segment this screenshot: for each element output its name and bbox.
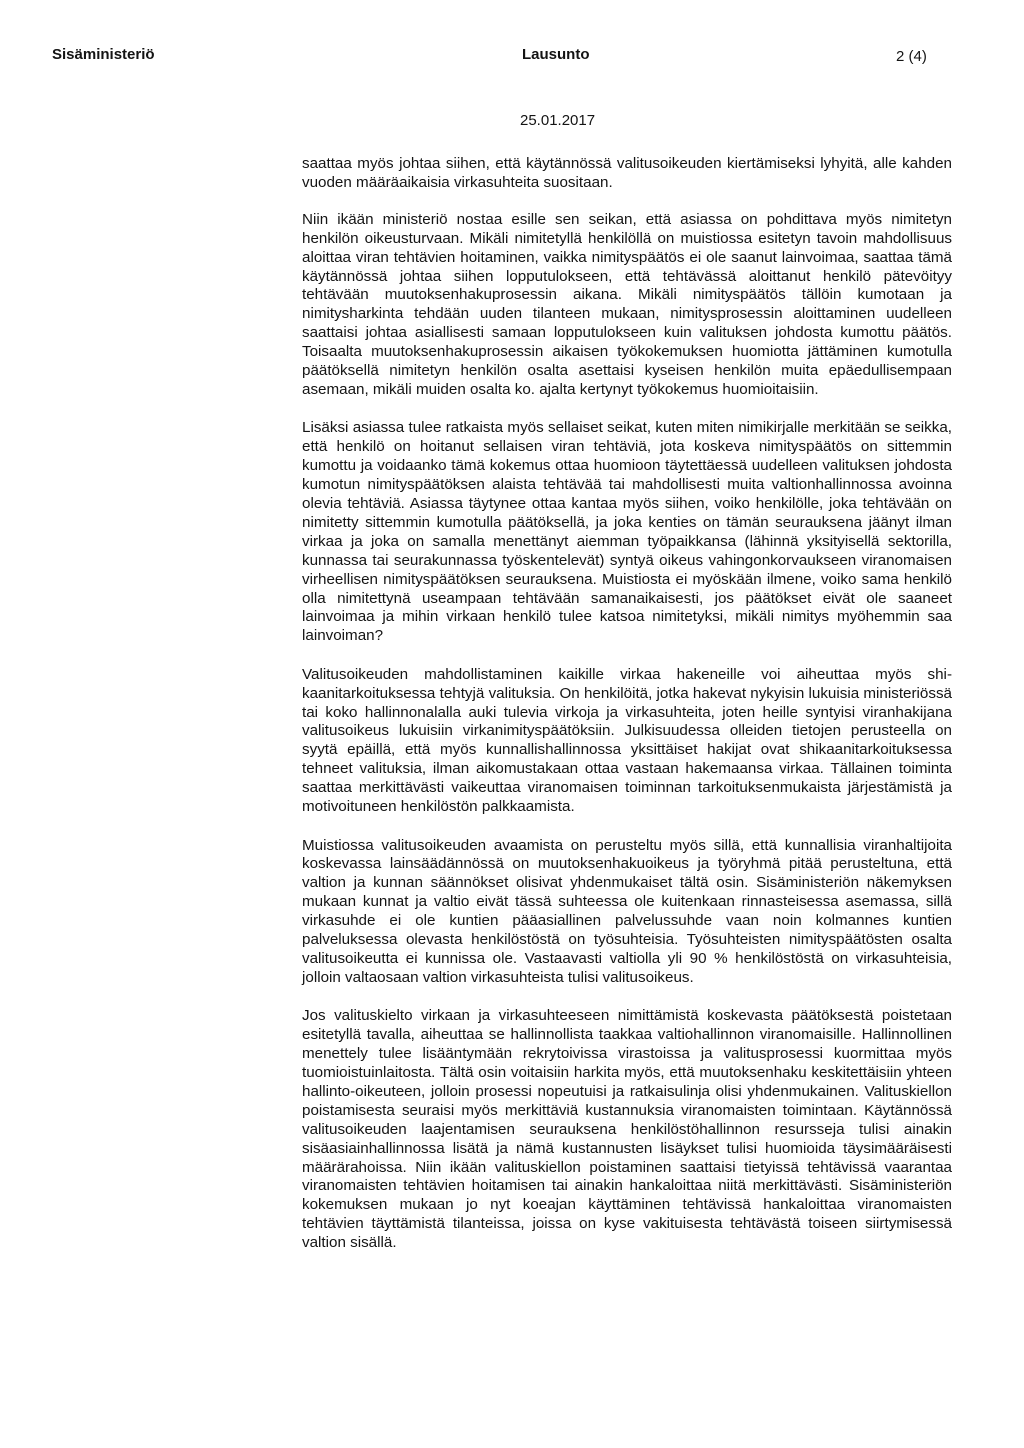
page-number: 2 (4) (896, 48, 927, 65)
paragraph: Jos valituskielto virkaan ja virkasuhteeseen nimittämistä koskevasta päätöksestä poistetaan esitetyllä tavalla, aiheuttaa se hallinnollista taakkaa valtiohallinnon viranomaisille. Hallinnollinen menettely tulee lisääntymään rekrytoivissa virastoissa ja valitusprosessi kuormittaa myös tuomioistuinlaitosta. Tältä osin voitaisiin harkita myös, että muutoksenhaku keskitettäisiin yhteen hallinto-oikeuteen, jolloin prosessi nopeutuisi ja ratkaisulinja olisi yhdenmukainen. Valituskiellon poistamisesta seuraisi myös merkittäviä kustannuksia viranomaisten toimintaan. Käytännössä valitusoikeuden laajentamisen seurauksena henkilöstöhallinnon resursseja tulisi ainakin sisäasiainhallinnossa lisätä ja nämä kustannusten lisäykset tulisi huomioida täysimääräisesti määrärahoissa. Niin ikään valituskiellon poistaminen saattaisi tietyissä tehtävissä vaarantaa viranomaisten tehtävien hoitamisen tai ainakin hankaloittaa niitä merkittävästi. Sisäministeriön kokemuksen mukaan jo nyt koeajan käyttäminen tehtävissä hankaloittaa viranomaisten tehtävien täyttämistä tilanteissa, joissa on kyse vakituisesta tehtävästä toiseen siirtymisessä valtion sisällä. (302, 1007, 952, 1252)
paragraph: Muistiossa valitusoikeuden avaamista on perusteltu myös sillä, että kunnallisia viranhaltijoita koskevassa lainsäädännössä on muutoksenhakuoikeus ja työryhmä pitää perusteltuna, että valtion ja kunnan säännökset olisivat yhdenmukaiset tältä osin. Sisäministeriön näkemyksen mukaan kunnat ja valtio eivät tässä suhteessa ole kuitenkaan rinnasteisessa asemassa, sillä virkasuhde ei ole kuntien pääasiallinen palvelussuhde vaan noin kolmannes kuntien palveluksessa olevasta henkilöstöstä on työsuhteisia. Työsuhteisten nimityspäätösten osalta valitusoikeutta ei kunnissa ole. Vastaavasti valtiolla yli 90 % henkilöstöstä on virkasuhteisia, jolloin valtaosaan valtion virkasuhteista tulisi valitusoikeus. (302, 836, 952, 986)
header-document-type: Lausunto (522, 46, 590, 63)
header-organization: Sisäministeriö (52, 46, 155, 63)
paragraph: Lisäksi asiassa tulee ratkaista myös sellaiset seikat, kuten miten nimikirjalle merkitään se seikka, että henkilö on hoitanut sellaisen viran tehtäviä, jota koskeva nimityspäätös on sittemmin kumottu ja voidaanko tämä kokemus ottaa huomioon täytettäessä uudelleen valituksen johdosta kumotun nimityspäätöksen alaista tehtävää tai mahdollisesti muita valtionhallinnossa avoinna olevia tehtäviä. Asiassa täytynee ottaa kantaa myös siihen, voiko henkilölle, joka tehtävään on nimitetty sittemmin kumotulla päätöksellä, ja joka kenties on tämän seurauksena jäänyt ilman virkaa ja joka on samalla menettänyt aiemman työpaikkansa (lähinnä yksityisellä sektorilla, kunnassa tai seurakunnassa työskentelevät) syntyä oikeus vahingonkorvaukseen viranomaisen virheellisen nimityspäätöksen seurauksena. Muistiosta ei myöskään ilmene, voiko sama henkilö olla nimitettynä useampaan tehtävään samanaikaisesti, jos päätökset eivät ole saaneet lainvoimaa ja mihin virkaan henkilö tulee katsoa nimitetyksi, mikäli nimitys myöhemmin saa lainvoiman? (302, 419, 952, 645)
document-date: 25.01.2017 (520, 112, 596, 129)
paragraph: Valitusoikeuden mahdollistaminen kaikille virkaa hakeneille voi aiheuttaa myös shikaanitarkoituksessa tehtyjä valituksia. On henkilöitä, jotka hakevat nykyisin lukuisia ministeriössä tai koko hallinnonalalla auki tulevia virkoja ja virkasuhteita, joten heille syntyisi viranhakijana valitusoikeus lukuisiin virkanimityspäätöksiin. Julkisuudessa olleiden tietojen perusteella on syytä epäillä, että myös kunnallishallinnossa yksittäiset hakijat ovat shikaanitarkoituksessa tehneet valituksia, ilman aikomustakaan ottaa vastaan hakemaansa virkaa. Tällainen toiminta saattaa merkittävästi vaikeuttaa viranomaisen toiminnan tarkoituksenmukaista järjestämistä ja motivoituneen henkilöstön palkkaamista. (302, 665, 952, 816)
paragraph: Niin ikään ministeriö nostaa esille sen seikan, että asiassa on pohdittava myös nimitetyn henkilön oikeusturvaan. Mikäli nimitetyllä henkilöllä on muistiossa esitetyn tavoin mahdollisuus aloittaa viran tehtävien hoitaminen, vaikka nimityspäätös ei ole saanut lainvoimaa, saattaa tämä käytännössä johtaa siihen lopputulokseen, että tehtävässä aloittanut henkilö pätevöityy tehtävään muutoksenhakuprosessin aikana. Mikäli nimityspäätös tällöin kumotaan ja nimitysharkinta tehdään uuden tilanteen mukaan, nimitysprosessin aloittaminen uudelleen saattaisi johtaa asiallisesti samaan lopputulokseen kuin valituksen johdosta kumottu päätös. Toisaalta muutoksenhakuprosessin aikaisen työkokemuksen huomiotta jättäminen kumotulla päätöksellä nimitetyn henkilön osalta asettaisi kyseisen henkilön muita epäedullisempaan asemaan, mikäli muiden osalta ko. ajalta kertynyt työkokemus huomioitaisiin. (302, 210, 952, 398)
document-body (302, 155, 952, 1273)
paragraph: saattaa myös johtaa siihen, että käytännössä valitusoikeuden kiertämiseksi lyhyitä, alle kahden vuoden määräaikaisia virkasuhteita suositaan. (302, 155, 952, 191)
